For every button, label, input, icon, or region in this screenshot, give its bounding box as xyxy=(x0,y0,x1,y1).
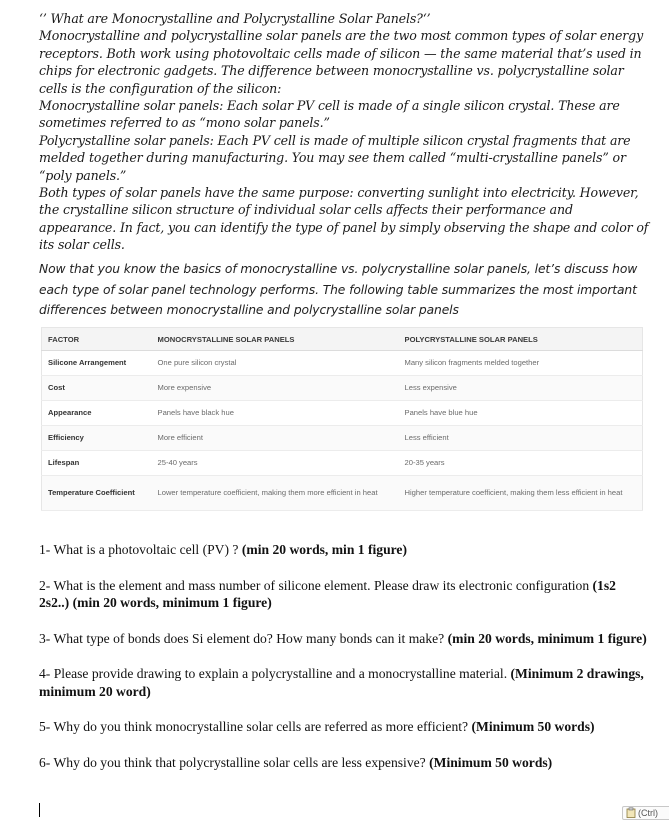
header-mono: MONOCRYSTALLINE SOLAR PANELS xyxy=(152,328,399,351)
table-row xyxy=(42,476,643,511)
question-requirement: (min 20 words, min 1 figure) xyxy=(241,542,407,557)
question-4 xyxy=(39,665,647,700)
factor-cell: Silicone Arrangement xyxy=(42,351,152,376)
summary-section xyxy=(39,259,651,321)
table-header-row xyxy=(42,328,643,351)
intro-paragraph-4: Both types of solar panels have the same purpose: converting sunlight into electricity. However, the crystalline silicon structure of individual solar cells affects their performance and appearance. In fact, you can identify the type of panel by simply observing the shape and color of its solar cells. xyxy=(39,185,649,253)
poly-cell: 20-35 years xyxy=(399,451,643,476)
factor-cell: Efficiency xyxy=(42,426,152,451)
question-6 xyxy=(39,754,647,772)
question-number: 4- xyxy=(39,666,51,681)
question-requirement: (min 20 words, minimum 1 figure) xyxy=(447,630,647,646)
header-poly: POLYCRYSTALLINE SOLAR PANELS xyxy=(399,328,643,351)
intro-paragraph-1: Monocrystalline and polycrystalline solar panels are the two most common types of solar energy receptors. Both work using photovoltaic cells made of silicon — the same material that’s used in chips for electronic gadgets. The difference between monocrystalline vs. polycrystalline solar cells is the configuration of the silicon: xyxy=(39,28,644,96)
intro-heading: ‘’ What are Monocrystalline and Polycrystalline Solar Panels?‘’ xyxy=(39,11,431,26)
factor-cell: Lifespan xyxy=(42,451,152,476)
question-3 xyxy=(39,630,647,648)
poly-cell: Less expensive xyxy=(399,376,643,401)
paste-options-label: (Ctrl) xyxy=(638,808,658,818)
question-text: Please provide drawing to explain a polycrystalline and a monocrystalline material. xyxy=(50,666,511,681)
mono-cell: 25-40 years xyxy=(152,451,399,476)
question-number: 5- xyxy=(39,719,51,734)
question-requirement: (Minimum 50 words) xyxy=(471,719,595,734)
question-number: 3- xyxy=(39,630,51,646)
question-2 xyxy=(39,577,647,612)
poly-cell: Higher temperature coefficient, making them less efficient in heat xyxy=(399,476,643,511)
header-factor: FACTOR xyxy=(42,328,152,351)
mono-cell: Panels have black hue xyxy=(152,401,399,426)
poly-cell: Panels have blue hue xyxy=(399,401,643,426)
poly-cell: Less efficient xyxy=(399,426,643,451)
question-requirement: (Minimum 50 words) xyxy=(429,754,553,770)
question-number: 2- xyxy=(39,577,51,593)
factor-cell: Temperature Coefficient xyxy=(42,476,152,511)
table-row xyxy=(42,401,643,426)
question-text: Why do you think monocrystalline solar cells are referred as more efficient? xyxy=(50,719,472,734)
question-number: 6- xyxy=(39,754,51,770)
table-row xyxy=(42,451,643,476)
question-text: Why do you think that polycrystalline solar cells are less expensive? xyxy=(50,754,430,770)
table-row xyxy=(42,376,643,401)
question-requirement: (1s2 2s2..) (min 20 words, minimum 1 figure) xyxy=(39,577,616,610)
question-number: 1- xyxy=(39,542,51,557)
intro-paragraph-poly: Polycrystalline solar panels: Each PV cell is made of multiple silicon crystal fragments that are melded together during manufacturing. You may see them called “multi-crystalline panels” or “poly panels.” xyxy=(39,132,631,183)
question-text: What is a photovoltaic cell (PV) ? xyxy=(50,542,242,557)
mono-cell: More efficient xyxy=(152,426,399,451)
question-text: What type of bonds does Si element do? How many bonds can it make? xyxy=(50,630,448,646)
question-text: What is the element and mass number of silicone element. Please draw its electronic configuration xyxy=(50,577,593,593)
poly-cell: Many silicon fragments melded together xyxy=(399,351,643,376)
summary-paragraph: Now that you know the basics of monocrystalline vs. polycrystalline solar panels, let’s discuss how each type of solar panel technology performs. The following table summarizes the most important differences between monocrystalline and polycrystalline solar panels xyxy=(39,262,638,318)
question-requirement: (Minimum 2 drawings, minimum 20 word) xyxy=(39,666,644,699)
mono-cell: One pure silicon crystal xyxy=(152,351,399,376)
questions-section xyxy=(39,541,647,771)
mono-cell: Lower temperature coefficient, making them more efficient in heat xyxy=(152,476,399,511)
table-row xyxy=(42,351,643,376)
mono-cell: More expensive xyxy=(152,376,399,401)
question-1 xyxy=(39,541,647,559)
text-cursor xyxy=(39,803,40,817)
intro-paragraph-mono: Monocrystalline solar panels: Each solar PV cell is made of a single silicon crystal. These are sometimes referred to as “mono solar panels.” xyxy=(39,98,620,131)
comparison-table xyxy=(41,327,643,511)
intro-section xyxy=(39,10,649,254)
question-5 xyxy=(39,718,647,736)
table-row xyxy=(42,426,643,451)
factor-cell: Appearance xyxy=(42,401,152,426)
factor-cell: Cost xyxy=(42,376,152,401)
